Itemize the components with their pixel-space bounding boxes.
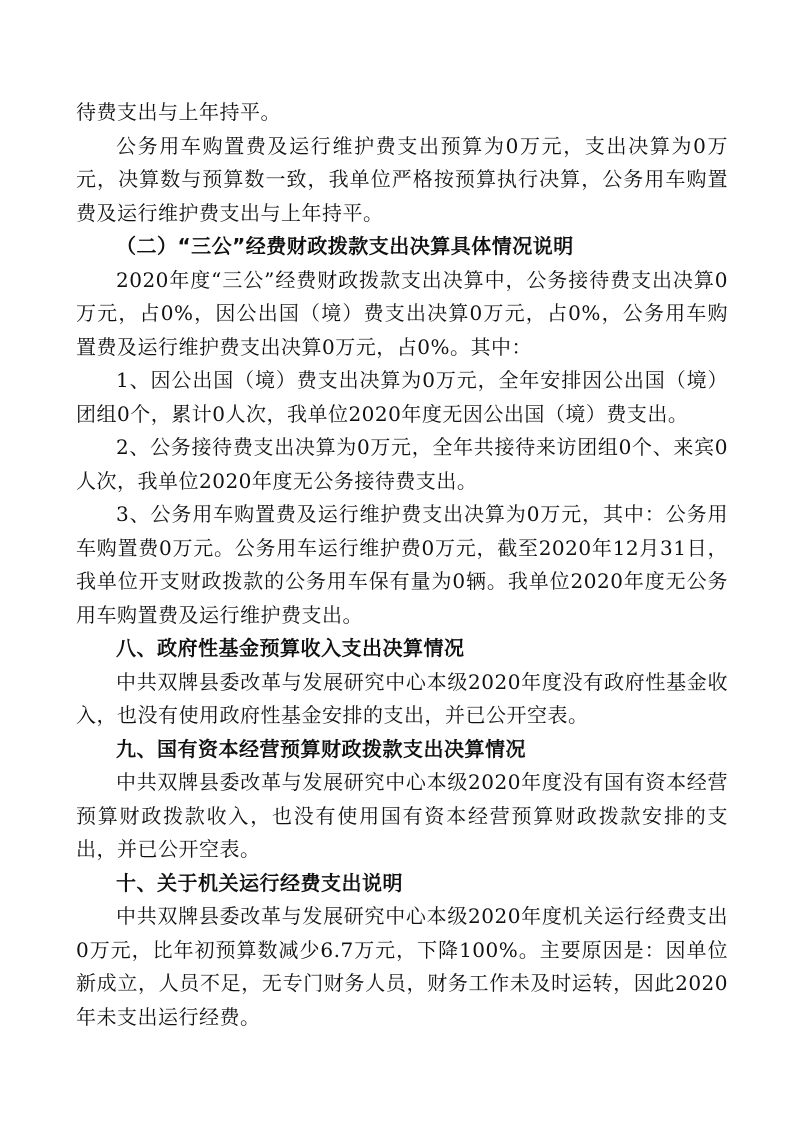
paragraph-operating-expenses: 中共双牌县委改革与发展研究中心本级2020年度机关运行经费支出0万元，比年初预算数减少6.7万元，下降100%。主要原因是：因单位新成立，人员不足，无专门财务人员，财务工作未及时运转，因此2020年未支出运行经费。 [76,904,728,1029]
paragraph-government-fund: 中共双牌县委改革与发展研究中心本级2020年度没有政府性基金收入，也没有使用政府性基金安排的支出，并已公开空表。 [76,669,728,727]
heading-three-public-details: （二）“三公”经费财政拨款支出决算具体情况说明 [116,234,574,258]
heading-operating-expenses: 十、关于机关运行经费支出说明 [116,870,403,895]
paragraph-state-capital: 中共双牌县委改革与发展研究中心本级2020年度没有国有资本经营预算财政拨款收入，也没有使用国有资本经营预算财政拨款安排的支出，并已公开空表。 [76,770,728,861]
document-body [76,96,728,1034]
paragraph-hospitality-flat: 待费支出与上年持平。 [76,100,281,124]
paragraph-vehicle-budget: 公务用车购置费及运行维护费支出预算为0万元，支出决算为0万元，决算数与预算数一致，我单位严格按预算执行决算，公务用车购置费及运行维护费支出与上年持平。 [76,133,728,225]
heading-government-fund: 八、政府性基金预算收入支出决算情况 [116,636,465,660]
heading-state-capital: 九、国有资本经营预算财政拨款支出决算情况 [116,736,526,761]
paragraph-official-reception: 2、公务接待费支出决算为0万元，全年共接待来访团组0个、来宾0人次，我单位2020年度无公务接待费支出。 [76,435,728,493]
paragraph-official-vehicles: 3、公务用车购置费及运行维护费支出决算为0万元，其中：公务用车购置费0万元。公务用车运行维护费0万元，截至2020年12月31日，我单位开支财政拨款的公务用车保有量为0辆。我单位2020年度无公务用车购置费及运行维护费支出。 [76,502,728,627]
paragraph-overseas-travel: 1、因公出国（境）费支出决算为0万元，全年安排因公出国（境）团组0个，累计0人次，我单位2020年度无因公出国（境）费支出。 [76,368,728,426]
paragraph-three-public-summary: 2020年度“三公”经费财政拨款支出决算中，公务接待费支出决算0万元，占0%，因公出国（境）费支出决算0万元，占0%，公务用车购置费及运行维护费支出决算0万元，占0%。其中： [76,267,728,359]
